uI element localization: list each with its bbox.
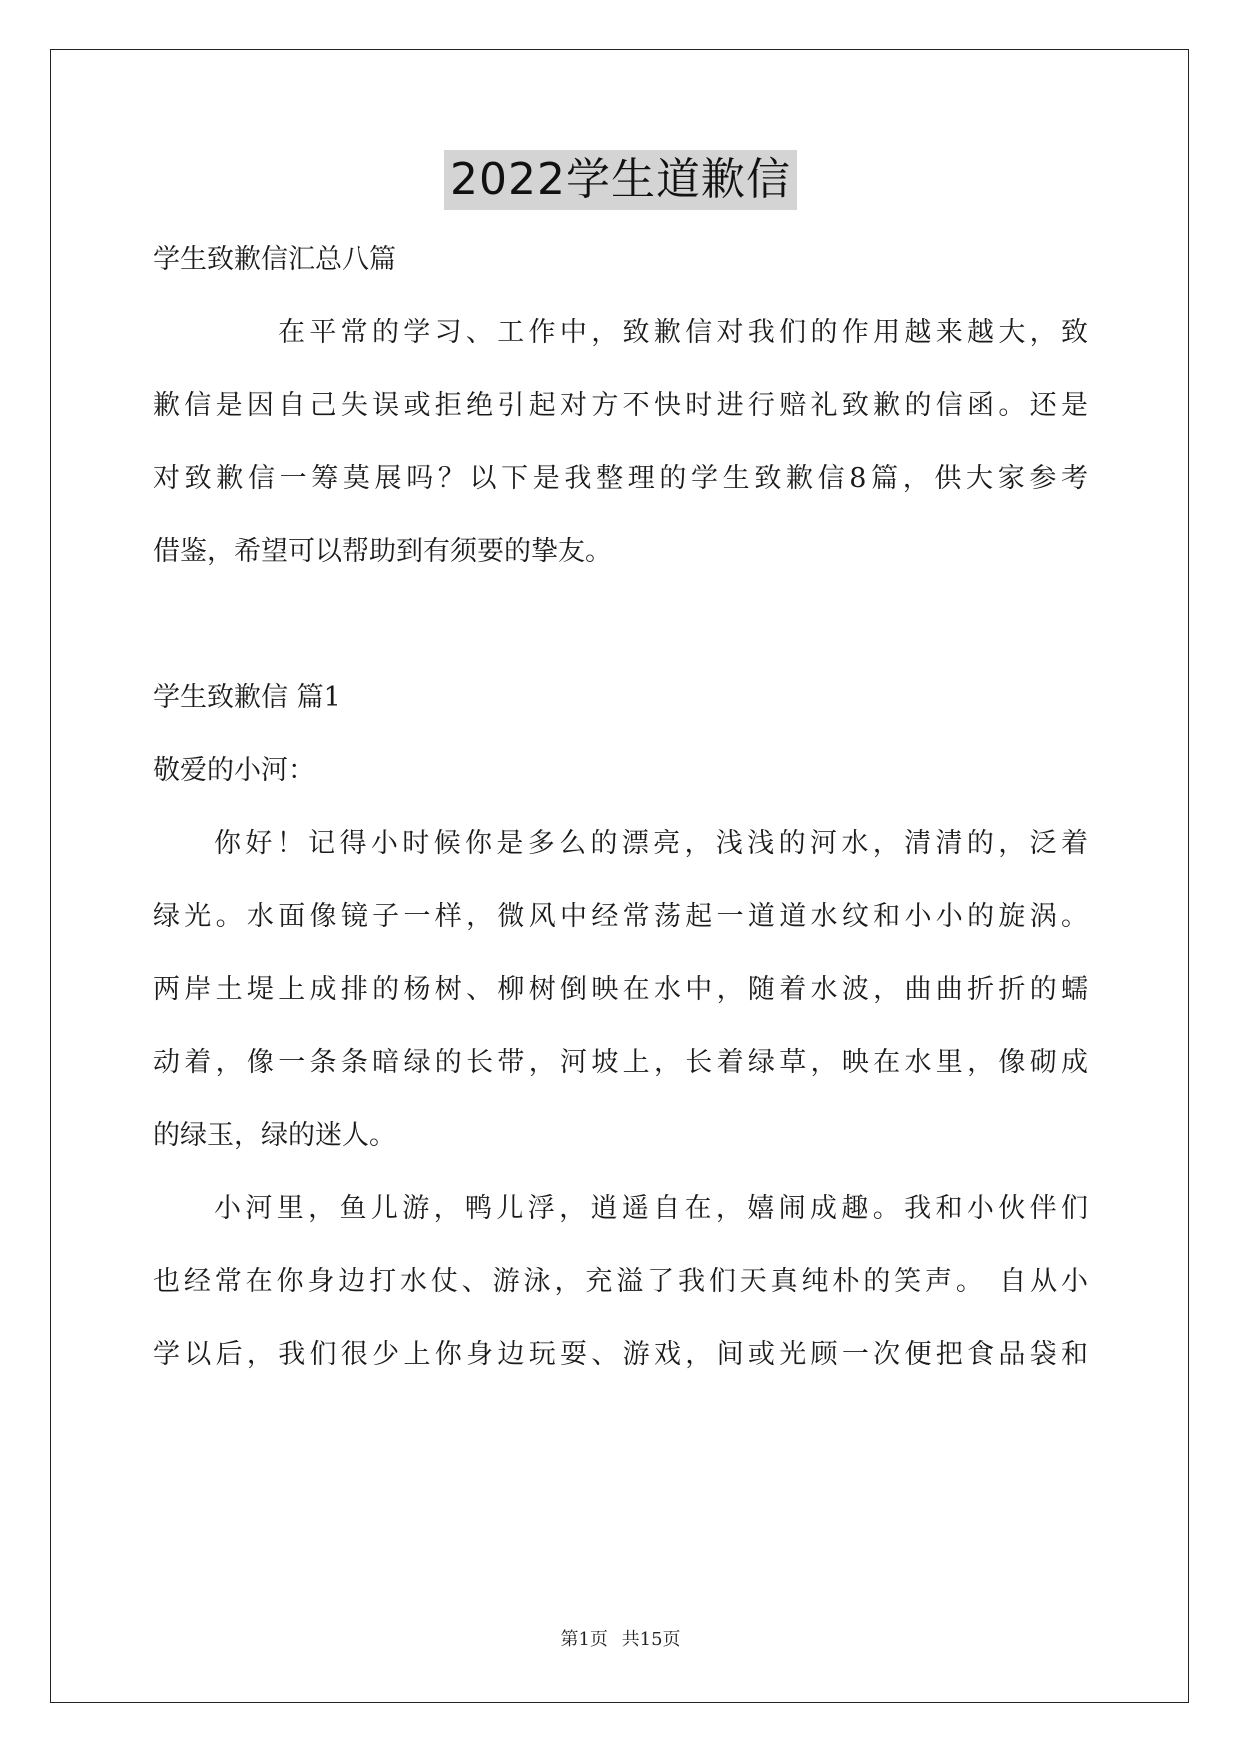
page-border (50, 49, 1189, 1703)
body-line: 小河里，鱼儿游，鸭儿浮，逍遥自在，嬉闹成趣。我和小伙伴们 (214, 1193, 1088, 1224)
page-footer (0, 1628, 1241, 1652)
intro-line: 对致歉信一筹莫展吗？以下是我整理的学生致歉信8篇，供大家参考 (153, 463, 1088, 494)
body-line: 的绿玉，绿的迷人。 (153, 1120, 396, 1151)
intro-line: 借鉴，希望可以帮助到有须要的挚友。 (153, 536, 612, 567)
body-line: 也经常在你身边打水仗、游泳，充溢了我们天真纯朴的笑声。 自从小 (153, 1266, 1088, 1297)
body-line: 学以后，我们很少上你身边玩耍、游戏，间或光顾一次便把食品袋和 (153, 1339, 1088, 1370)
document-title: 2022学生道歉信 (444, 150, 797, 210)
body-line: 两岸土堤上成排的杨树、柳树倒映在水中，随着水波，曲曲折折的蠕 (153, 974, 1088, 1005)
intro-line: 在平常的学习、工作中，致歉信对我们的作用越来越大，致 (278, 317, 1088, 348)
page-number: 第1页 (560, 1629, 608, 1650)
title-container (0, 150, 1241, 210)
intro-line: 歉信是因自己失误或拒绝引起对方不快时进行赔礼致歉的信函。还是 (153, 390, 1088, 421)
section-heading: 学生致歉信 篇1 (153, 682, 341, 713)
body-line: 绿光。水面像镜子一样，微风中经常荡起一道道水纹和小小的旋涡。 (153, 901, 1088, 932)
document-subtitle: 学生致歉信汇总八篇 (153, 244, 396, 275)
page-total: 共15页 (621, 1629, 681, 1650)
body-line: 你好！记得小时候你是多么的漂亮，浅浅的河水，清清的，泛着 (214, 828, 1088, 859)
body-line: 动着，像一条条暗绿的长带，河坡上，长着绿草，映在水里，像砌成 (153, 1047, 1088, 1078)
salutation: 敬爱的小河： (153, 755, 315, 786)
